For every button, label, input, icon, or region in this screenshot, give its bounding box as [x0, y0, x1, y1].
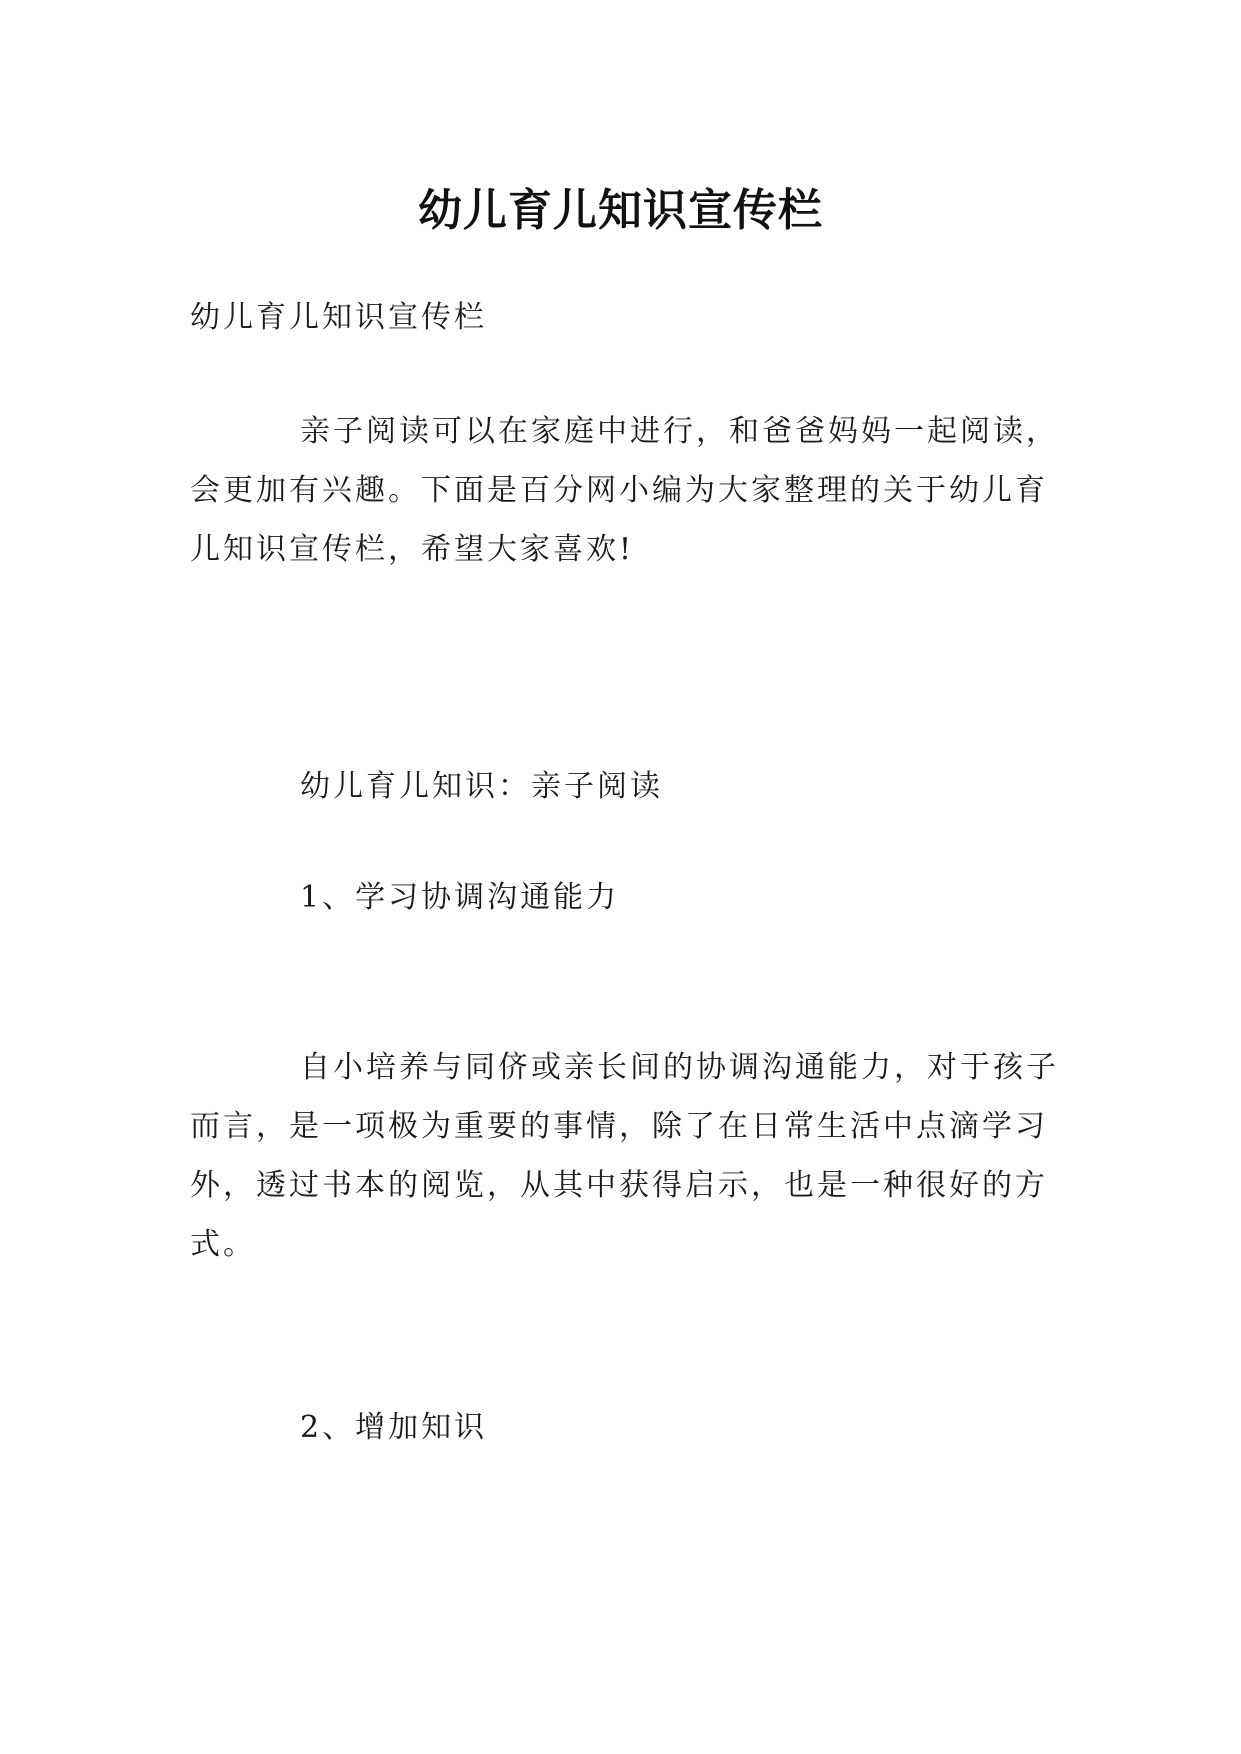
item-paragraph-1: 自小培养与同侪或亲长间的协调沟通能力，对于孩子而言，是一项极为重要的事情，除了在日常生活中点滴学习外，透过书本的阅览，从其中获得启示，也是一种很好的方式。 [190, 1050, 1059, 1262]
intro-paragraph: 亲子阅读可以在家庭中进行，和爸爸妈妈一起阅读，会更加有兴趣。下面是百分网小编为大家整理的关于幼儿育儿知识宣传栏，希望大家喜欢! [190, 414, 1059, 567]
document-subtitle: 幼儿育儿知识宣传栏 [190, 300, 487, 335]
item-heading-2: 2、增加知识 [300, 1410, 488, 1445]
item-heading-1: 1、学习协调沟通能力 [300, 880, 620, 915]
section-heading: 幼儿育儿知识：亲子阅读 [300, 769, 663, 804]
document-title: 幼儿育儿知识宣传栏 [418, 185, 823, 237]
